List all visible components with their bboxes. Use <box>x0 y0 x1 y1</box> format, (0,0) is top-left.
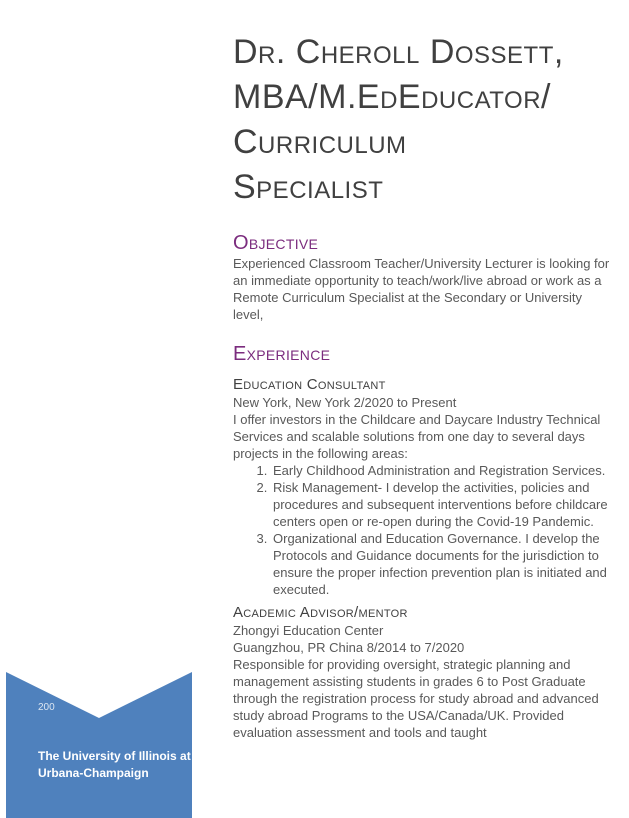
job-description: I offer investors in the Childcare and Daycare Industry Technical Services and scalable solutions from one day to several days projects in the following areas: <box>233 412 601 461</box>
sidebar-panel <box>6 648 192 818</box>
job-description: Responsible for providing oversight, strategic planning and management assisting students in grades 6 to Post Graduate through the registration process for study abroad and advanced study abroad Programs to the USA/Canada/UK. Provided evaluation assessment and tools and taught <box>233 657 599 740</box>
resume-main <box>233 30 613 741</box>
objective-text: Experienced Classroom Teacher/University Lecturer is looking for an immediate opportunity to teach/work/live abroad or work as a Remote Curriculum Specialist at the Secondary or University level, <box>233 256 610 322</box>
job-title: Education Consultant <box>233 376 386 393</box>
list-item: 3. Organizational and Education Governance. I develop the Protocols and Guidance documents for the jurisdiction to ensure the proper infection prevention plan is initiated and executed. <box>271 530 613 598</box>
university-name: The University of Illinois at Urbana-Champaign <box>38 749 191 780</box>
resume-name <box>233 30 613 210</box>
sidebar-clipped-label: ITY <box>151 652 169 663</box>
duties-list <box>233 462 613 598</box>
list-item: 1. Early Childhood Administration and Registration Services. <box>271 462 613 479</box>
name-line-3: Curriculum <box>233 123 407 161</box>
job-title: Academic Advisor/mentor <box>233 604 408 621</box>
job-location-dates: New York, New York 2/2020 to Present <box>233 395 457 410</box>
name-line-1: Dr. Cheroll Dossett, <box>233 33 564 71</box>
objective-heading: Objective <box>233 232 319 254</box>
sidebar-university <box>38 748 192 782</box>
list-item: 2. Risk Management- I develop the activities, policies and procedures and subsequent interventions before childcare centers open or re-open during the Covid-19 Pandemic. <box>271 479 613 530</box>
sidebar-clipped-year: 200 <box>38 702 55 713</box>
experience-heading: Experience <box>233 343 331 365</box>
name-line-4: Specialist <box>233 168 384 206</box>
job-company: Zhongyi Education Center <box>233 623 384 638</box>
job-location-dates: Guangzhou, PR China 8/2014 to 7/2020 <box>233 640 465 655</box>
name-line-2: MBA/M.EdEducator/ <box>233 78 551 116</box>
